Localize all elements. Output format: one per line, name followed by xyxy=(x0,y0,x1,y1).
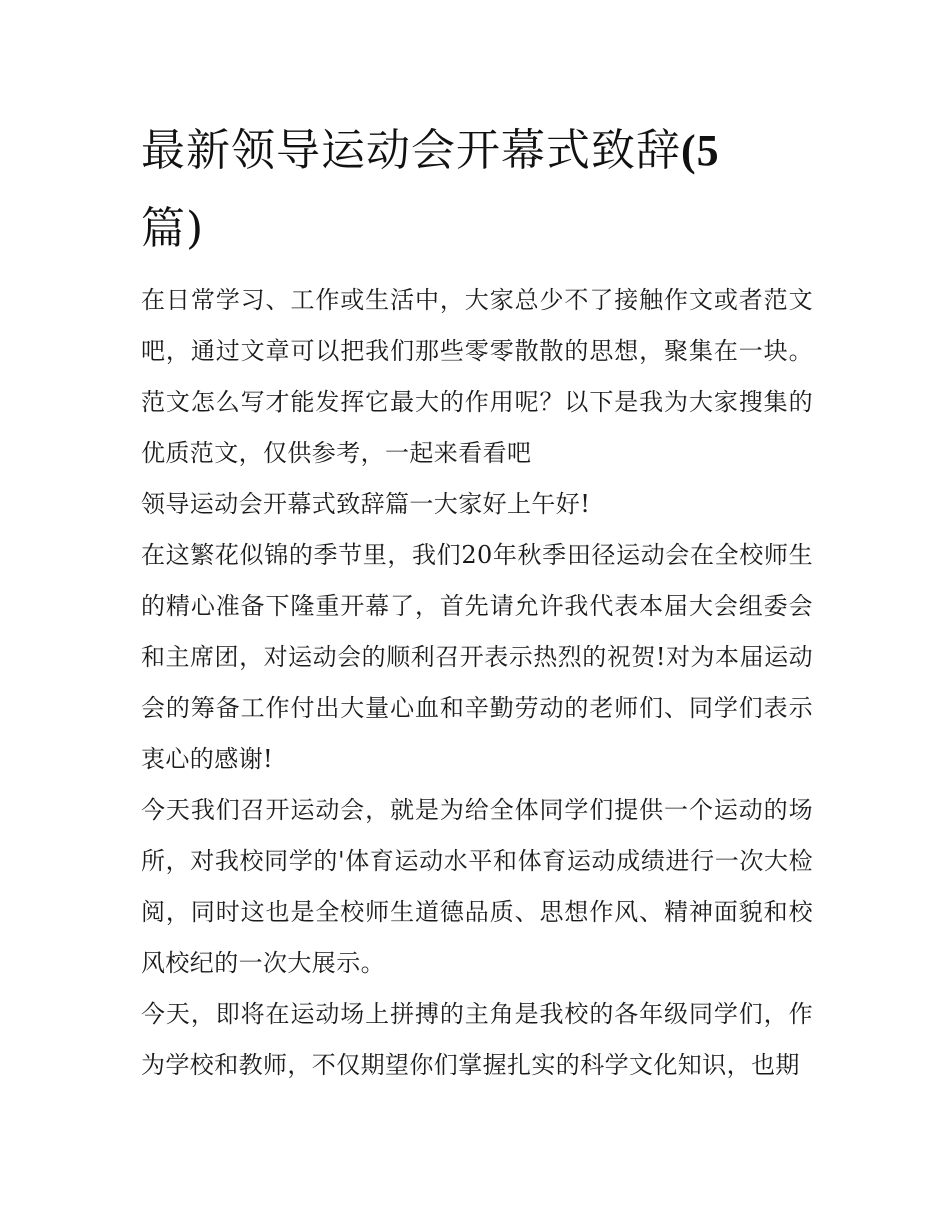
title-count-close: 篇) xyxy=(141,203,205,254)
document-title xyxy=(141,112,813,268)
title-main-text: 最新领导运动会开幕式致辞 xyxy=(141,125,681,176)
paragraph-opening: 在这繁花似锦的季节里，我们20年秋季田径运动会在全校师生的精心准备下隆重开幕了，首先请允许我代表本届大会组委会和主席团，对运动会的顺利召开表示热烈的祝贺!对为本届运动会的筹备工作付出大量心血和辛勤劳动的老师们、同学们表示衷心的感谢! xyxy=(141,541,813,773)
paragraph-athletes: 今天，即将在运动场上拼搏的主角是我校的各年级同学们，作为学校和教师，不仅期望你们掌握扎实的科学文化知识，也期 xyxy=(141,1000,813,1079)
paragraph-greeting: 领导运动会开幕式致辞篇一大家好上午好! xyxy=(141,490,591,518)
paragraph-intro: 在日常学习、工作或生活中，大家总少不了接触作文或者范文吧，通过文章可以把我们那些零零散散的思想，聚集在一块。范文怎么写才能发挥它最大的作用呢？以下是我为大家搜集的优质范文，仅供参考，一起来看看吧 xyxy=(141,286,813,467)
paragraph-purpose: 今天我们召开运动会，就是为给全体同学们提供一个运动的场所，对我校同学的'体育运动水平和体育运动成绩进行一次大检阅，同时这也是全校师生道德品质、思想作风、精神面貌和校风校纪的一次大展示。 xyxy=(141,796,813,977)
title-count-open: (5 xyxy=(681,126,720,175)
document-body xyxy=(141,112,813,1091)
title-block xyxy=(141,112,813,268)
